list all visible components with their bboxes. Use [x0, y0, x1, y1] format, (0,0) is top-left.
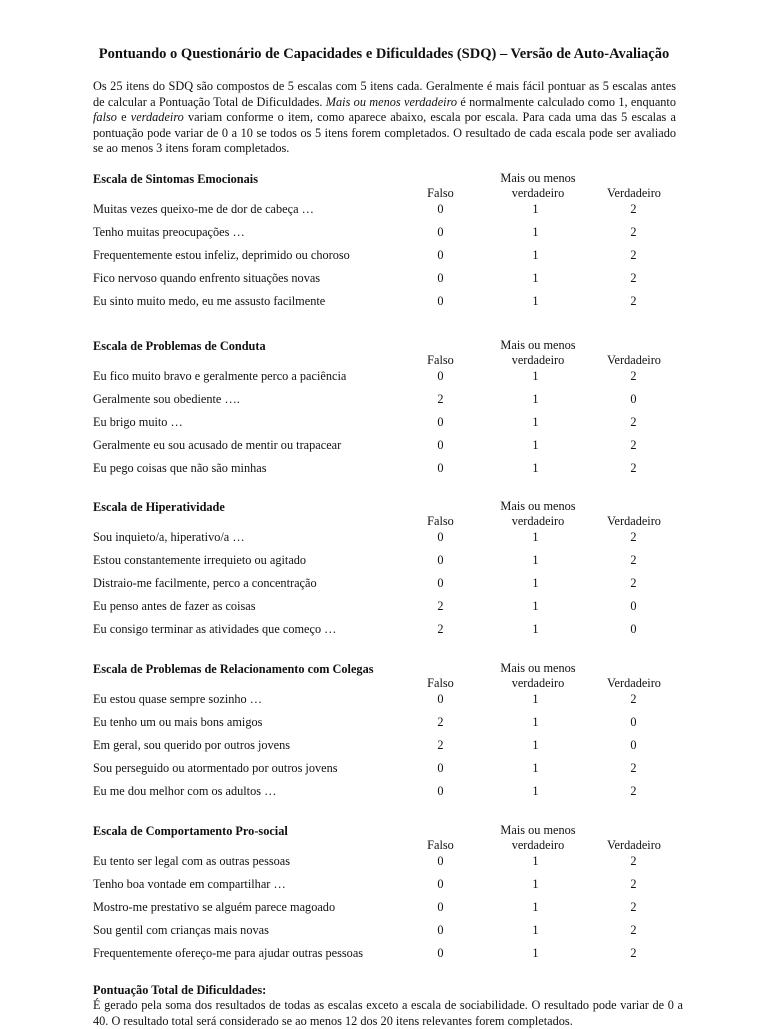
- header-mais-line2: verdadeiro: [511, 676, 565, 690]
- score-verdadeiro: 2: [630, 923, 637, 937]
- intro-text-2: é normalmente calculado como 1, enquanto: [457, 94, 676, 109]
- table-row: [93, 576, 693, 592]
- item-text: Eu consigo terminar as atividades que começo …: [93, 622, 337, 636]
- table-row: [93, 784, 693, 800]
- intro-italic-3: verdadeiro: [130, 110, 184, 125]
- item-text: Distraio-me facilmente, perco a concentração: [93, 576, 317, 590]
- score-mais: 1: [532, 438, 539, 452]
- total-difficulties-text: É gerado pela soma dos resultados de todas as escalas exceto a escala de sociabilidade. O resultado pode variar de 0 a 40. O resultado total será considerado se ao menos 12 dos 20 itens relevantes forem completados.: [93, 998, 683, 1028]
- score-mais: 1: [532, 392, 539, 406]
- scale-title: Escala de Problemas de Relacionamento com Colegas: [93, 662, 374, 676]
- score-verdadeiro: 2: [630, 369, 637, 383]
- item-text: Eu tenho um ou mais bons amigos: [93, 715, 263, 729]
- table-row: [93, 294, 693, 310]
- item-text: Eu sinto muito medo, eu me assusto facilmente: [93, 294, 326, 308]
- table-row: [93, 392, 693, 408]
- score-mais: 1: [532, 271, 539, 285]
- item-text: Tenho boa vontade em compartilhar …: [93, 877, 286, 891]
- header-mais-line2: verdadeiro: [511, 353, 565, 367]
- item-text: Fico nervoso quando enfrento situações novas: [93, 271, 321, 285]
- item-text: Eu estou quase sempre sozinho …: [93, 692, 263, 706]
- item-text: Geralmente sou obediente ….: [93, 392, 240, 406]
- score-verdadeiro: 2: [630, 692, 637, 706]
- score-mais: 1: [532, 202, 539, 216]
- score-falso: 0: [437, 692, 444, 706]
- header-mais-line2: verdadeiro: [511, 186, 565, 200]
- score-mais: 1: [532, 415, 539, 429]
- score-falso: 0: [437, 225, 444, 239]
- score-mais: 1: [532, 369, 539, 383]
- score-falso: 0: [437, 415, 444, 429]
- score-mais: 1: [532, 900, 539, 914]
- table-row: [93, 946, 693, 962]
- header-falso: Falso: [427, 353, 454, 367]
- item-text: Eu pego coisas que não são minhas: [93, 461, 267, 475]
- item-text: Sou inquieto/a, hiperativo/a …: [93, 530, 245, 544]
- scale-title: Escala de Problemas de Conduta: [93, 339, 266, 353]
- header-mais-line1: Mais ou menos: [500, 661, 576, 675]
- score-falso: 0: [437, 248, 444, 262]
- score-falso: 0: [437, 900, 444, 914]
- score-verdadeiro: 2: [630, 461, 637, 475]
- header-verdadeiro: Verdadeiro: [607, 676, 661, 690]
- table-row: [93, 715, 693, 731]
- score-verdadeiro: 2: [630, 946, 637, 960]
- score-verdadeiro: 2: [630, 438, 637, 452]
- score-falso: 2: [437, 738, 444, 752]
- score-mais: 1: [532, 622, 539, 636]
- score-falso: 0: [437, 202, 444, 216]
- table-row: [93, 692, 693, 708]
- intro-text-4: variam conforme o item, como aparece abaixo, escala por escala. Para cada uma das 5 escalas a pontuação pode variar de 0 a 10 se todos os 5 itens forem completados. O resultado de cada escala pode ser avaliado se ao menos 3 itens foram completados.: [93, 110, 676, 156]
- score-mais: 1: [532, 784, 539, 798]
- item-text: Eu brigo muito …: [93, 415, 183, 429]
- table-row: [93, 738, 693, 754]
- score-falso: 0: [437, 784, 444, 798]
- item-text: Geralmente eu sou acusado de mentir ou trapacear: [93, 438, 342, 452]
- score-verdadeiro: 0: [630, 622, 637, 636]
- score-falso: 0: [437, 761, 444, 775]
- score-verdadeiro: 2: [630, 225, 637, 239]
- header-mais-line2: verdadeiro: [511, 514, 565, 528]
- header-mais-line2: verdadeiro: [511, 838, 565, 852]
- item-text: Frequentemente estou infeliz, deprimido ou choroso: [93, 248, 350, 262]
- item-text: Estou constantemente irrequieto ou agitado: [93, 553, 307, 567]
- item-text: Sou perseguido ou atormentado por outros jovens: [93, 761, 338, 775]
- score-verdadeiro: 2: [630, 900, 637, 914]
- score-mais: 1: [532, 248, 539, 262]
- item-text: Eu tento ser legal com as outras pessoas: [93, 854, 291, 868]
- table-row: [93, 530, 693, 546]
- item-text: Em geral, sou querido por outros jovens: [93, 738, 291, 752]
- score-falso: 0: [437, 530, 444, 544]
- item-text: Tenho muitas preocupações …: [93, 225, 245, 239]
- table-row: [93, 248, 693, 264]
- item-text: Muitas vezes queixo-me de dor de cabeça …: [93, 202, 314, 216]
- score-falso: 0: [437, 294, 444, 308]
- item-text: Frequentemente ofereço-me para ajudar outras pessoas: [93, 946, 364, 960]
- table-row: [93, 622, 693, 638]
- score-mais: 1: [532, 576, 539, 590]
- table-row: [93, 877, 693, 893]
- intro-italic-1: Mais ou menos verdadeiro: [325, 94, 458, 109]
- item-text: Eu penso antes de fazer as coisas: [93, 599, 256, 613]
- table-row: [93, 225, 693, 241]
- score-verdadeiro: 2: [630, 576, 637, 590]
- score-verdadeiro: 2: [630, 530, 637, 544]
- header-verdadeiro: Verdadeiro: [607, 514, 661, 528]
- score-falso: 2: [437, 715, 444, 729]
- header-mais-line1: Mais ou menos: [500, 338, 576, 352]
- score-verdadeiro: 2: [630, 248, 637, 262]
- score-verdadeiro: 2: [630, 202, 637, 216]
- intro-text-3: e: [116, 110, 131, 125]
- score-falso: 2: [437, 622, 444, 636]
- scale-title: Escala de Comportamento Pro-social: [93, 824, 288, 838]
- score-mais: 1: [532, 294, 539, 308]
- score-falso: 0: [437, 923, 444, 937]
- header-falso: Falso: [427, 186, 454, 200]
- score-verdadeiro: 2: [630, 761, 637, 775]
- score-mais: 1: [532, 738, 539, 752]
- score-falso: 0: [437, 461, 444, 475]
- score-verdadeiro: 2: [630, 854, 637, 868]
- table-row: [93, 923, 693, 939]
- scale-title: Escala de Hiperatividade: [93, 500, 225, 514]
- score-mais: 1: [532, 854, 539, 868]
- score-verdadeiro: 2: [630, 877, 637, 891]
- score-mais: 1: [532, 877, 539, 891]
- score-mais: 1: [532, 923, 539, 937]
- header-falso: Falso: [427, 676, 454, 690]
- score-mais: 1: [532, 225, 539, 239]
- score-mais: 1: [532, 715, 539, 729]
- item-text: Sou gentil com crianças mais novas: [93, 923, 269, 937]
- table-row: [93, 553, 693, 569]
- table-row: [93, 271, 693, 287]
- header-falso: Falso: [427, 838, 454, 852]
- score-falso: 0: [437, 553, 444, 567]
- score-verdadeiro: 2: [630, 294, 637, 308]
- item-text: Eu me dou melhor com os adultos …: [93, 784, 277, 798]
- total-difficulties-title: Pontuação Total de Dificuldades:: [93, 983, 267, 997]
- header-verdadeiro: Verdadeiro: [607, 186, 661, 200]
- table-row: [93, 415, 693, 431]
- score-mais: 1: [532, 553, 539, 567]
- table-row: [93, 438, 693, 454]
- header-mais-line1: Mais ou menos: [500, 499, 576, 513]
- score-verdadeiro: 0: [630, 715, 637, 729]
- scale-title: Escala de Sintomas Emocionais: [93, 172, 258, 186]
- score-verdadeiro: 2: [630, 784, 637, 798]
- intro-paragraph: [93, 79, 676, 157]
- score-verdadeiro: 0: [630, 599, 637, 613]
- score-mais: 1: [532, 461, 539, 475]
- item-text: Mostro-me prestativo se alguém parece magoado: [93, 900, 336, 914]
- score-falso: 0: [437, 854, 444, 868]
- item-text: Eu fico muito bravo e geralmente perco a paciência: [93, 369, 347, 383]
- score-verdadeiro: 2: [630, 415, 637, 429]
- header-verdadeiro: Verdadeiro: [607, 838, 661, 852]
- score-mais: 1: [532, 692, 539, 706]
- document-title: Pontuando o Questionário de Capacidades e Dificuldades (SDQ) – Versão de Auto-Avaliação: [98, 46, 670, 62]
- header-verdadeiro: Verdadeiro: [607, 353, 661, 367]
- score-falso: 0: [437, 877, 444, 891]
- score-falso: 0: [437, 271, 444, 285]
- score-falso: 0: [437, 438, 444, 452]
- header-mais-ou-menos: [483, 661, 593, 691]
- score-mais: 1: [532, 599, 539, 613]
- intro-italic-2: falso: [93, 110, 117, 125]
- table-row: [93, 202, 693, 218]
- score-verdadeiro: 0: [630, 392, 637, 406]
- header-mais-ou-menos: [483, 171, 593, 201]
- score-falso: 2: [437, 599, 444, 613]
- score-mais: 1: [532, 761, 539, 775]
- score-verdadeiro: 2: [630, 553, 637, 567]
- score-mais: 1: [532, 946, 539, 960]
- header-mais-ou-menos: [483, 338, 593, 368]
- table-row: [93, 761, 693, 777]
- score-falso: 0: [437, 946, 444, 960]
- header-mais-ou-menos: [483, 823, 593, 853]
- score-verdadeiro: 2: [630, 271, 637, 285]
- table-row: [93, 461, 693, 477]
- table-row: [93, 599, 693, 615]
- table-row: [93, 369, 693, 385]
- intro-text-1: Os 25 itens do SDQ são compostos de 5 escalas com 5 itens cada. Geralmente é mais fácil pontuar as 5 escalas antes de calcular a Pontuação Total de Dificuldades.: [93, 79, 676, 109]
- header-mais-ou-menos: [483, 499, 593, 529]
- score-falso: 2: [437, 392, 444, 406]
- score-mais: 1: [532, 530, 539, 544]
- header-mais-line1: Mais ou menos: [500, 823, 576, 837]
- score-verdadeiro: 0: [630, 738, 637, 752]
- header-mais-line1: Mais ou menos: [500, 171, 576, 185]
- score-falso: 0: [437, 369, 444, 383]
- table-row: [93, 900, 693, 916]
- score-falso: 0: [437, 576, 444, 590]
- header-falso: Falso: [427, 514, 454, 528]
- table-row: [93, 854, 693, 870]
